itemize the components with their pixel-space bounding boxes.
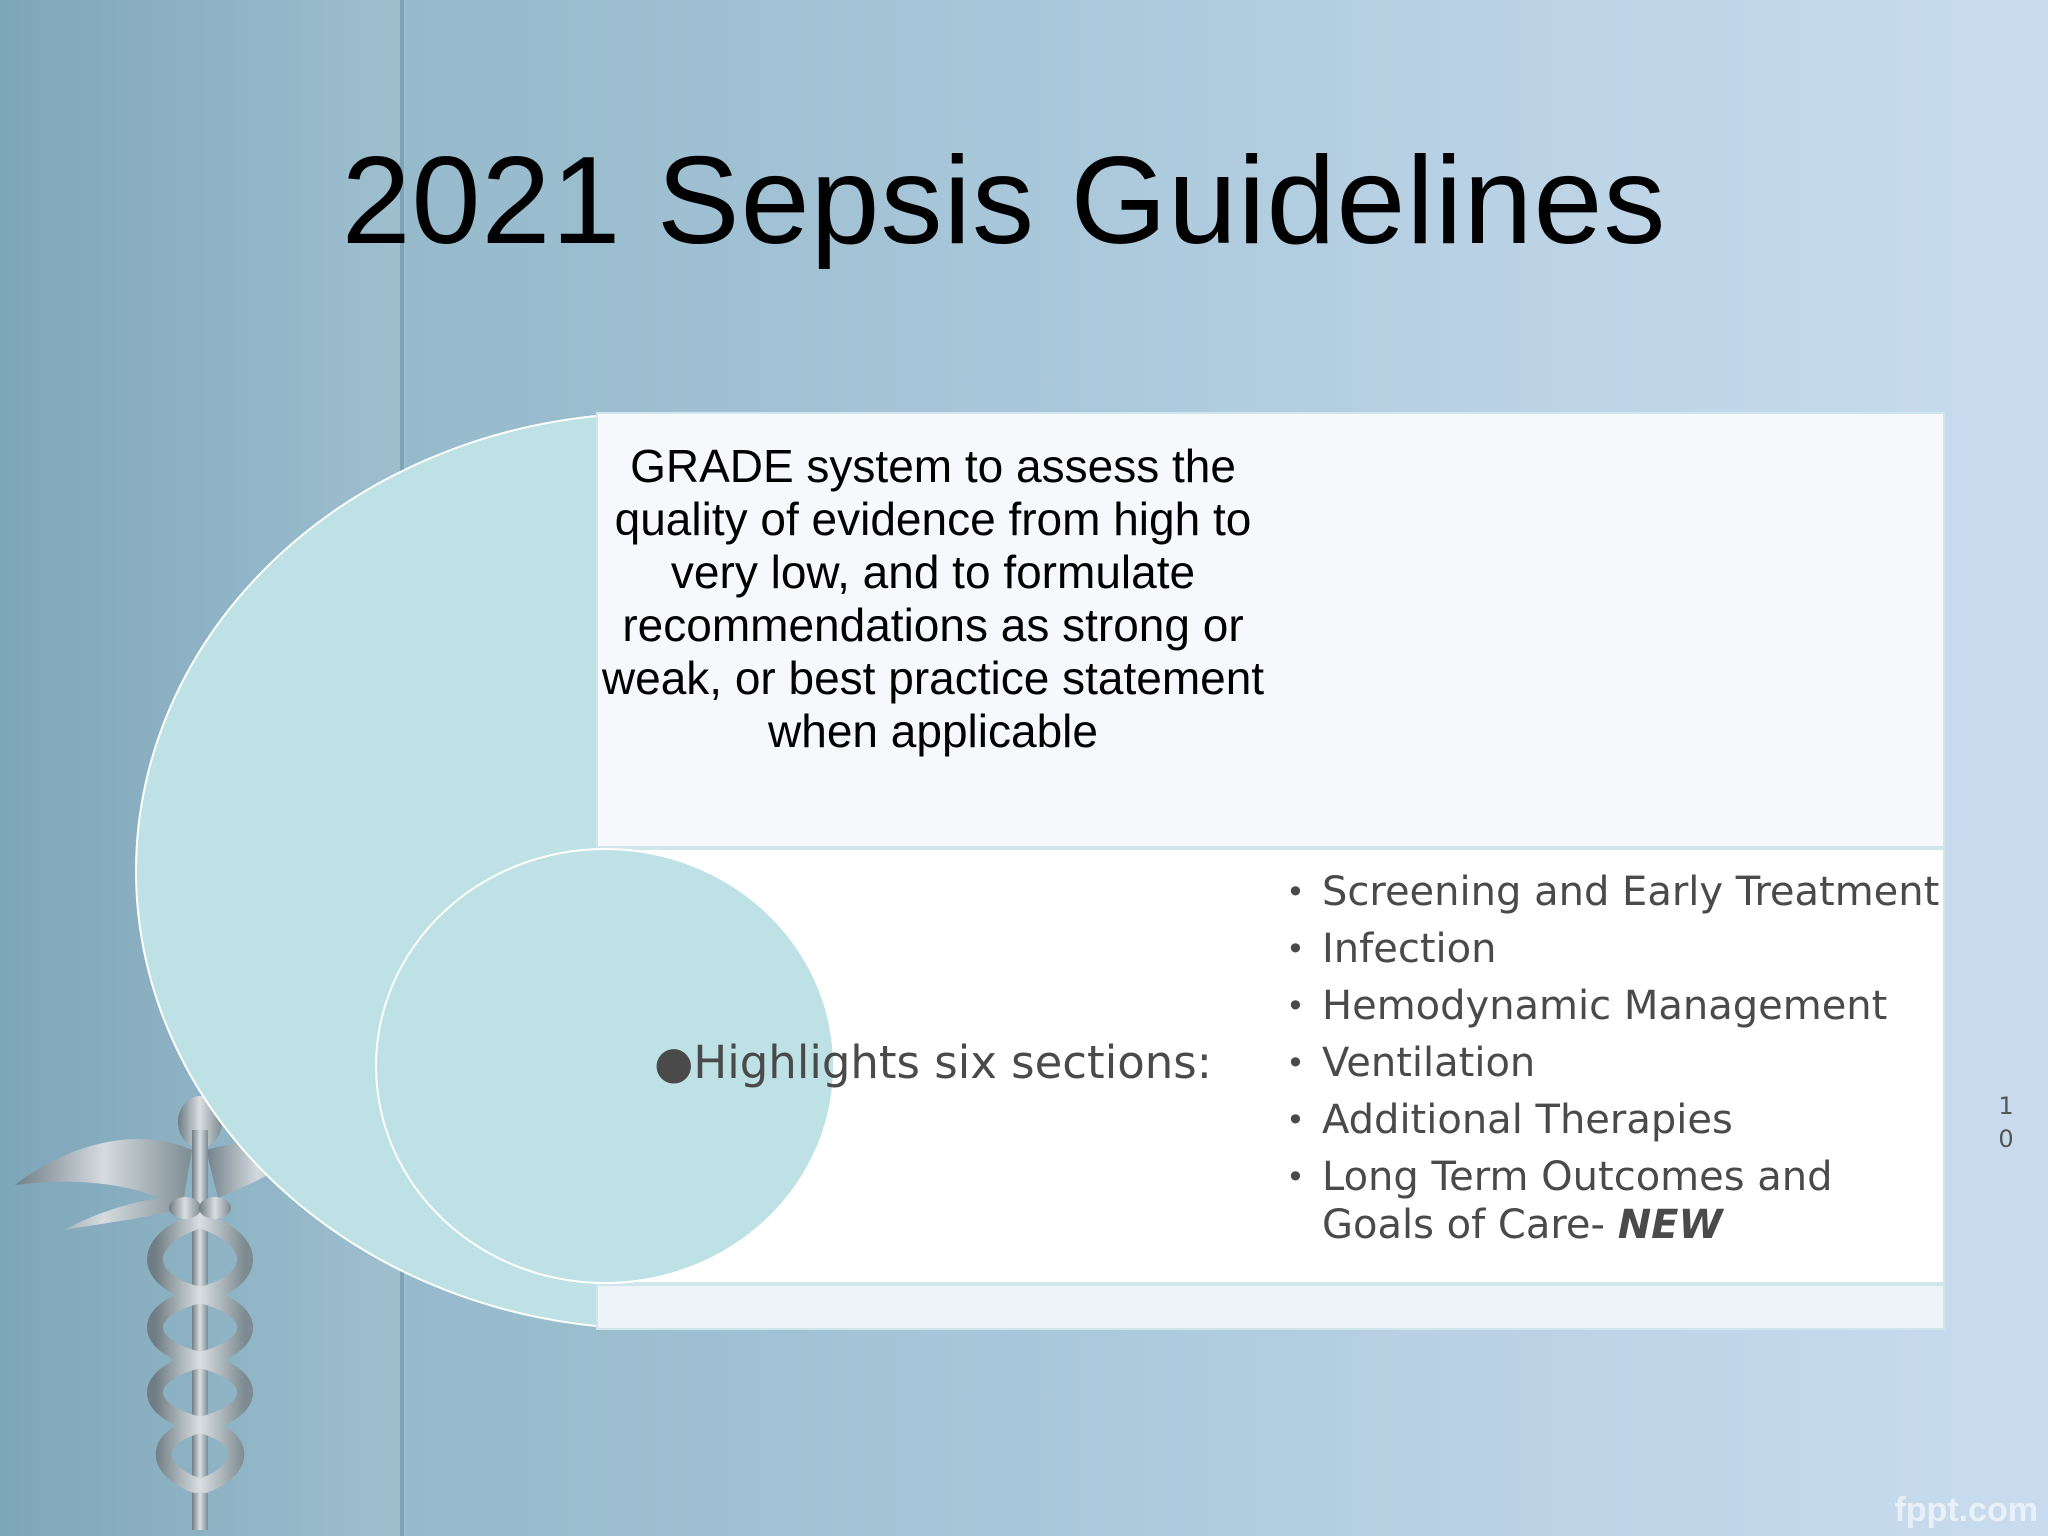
list-item: • Additional Therapies: [1286, 1097, 1733, 1143]
sections-list: [1282, 868, 1942, 1258]
grade-description: GRADE system to assess the quality of evidence from high to very low, and to formulate recommendations as strong or weak, or best practice statement when applicable: [601, 440, 1265, 757]
slide-title: [0, 130, 2048, 272]
section-text: Ventilation: [1322, 1040, 1536, 1086]
page-number-digit: 0: [1998, 1125, 2014, 1153]
section-text: Additional Therapies: [1322, 1097, 1733, 1143]
list-item: • Long Term Outcomes and Goals of Care- NEW: [1286, 1154, 1833, 1248]
section-text: Infection: [1322, 926, 1497, 972]
watermark-logo: fppt.com: [1894, 1491, 2038, 1529]
section-text: Hemodynamic Management: [1322, 983, 1888, 1029]
footer-row: [596, 1284, 1945, 1330]
page-number-digit: 1: [1998, 1092, 2014, 1120]
list-item: • Infection: [1286, 926, 1497, 972]
highlights-label: [600, 1036, 1266, 1089]
list-item: • Hemodynamic Management: [1286, 983, 1888, 1029]
slide-title-text: 2021 Sepsis Guidelines: [341, 132, 1667, 270]
section-text: Screening and Early Treatment: [1322, 869, 1940, 915]
highlights-text: Highlights six sections:: [693, 1036, 1212, 1089]
list-item: • Screening and Early Treatment: [1286, 869, 1940, 915]
list-item: • Ventilation: [1286, 1040, 1536, 1086]
highlights-bullet: ●: [654, 1036, 694, 1089]
page-number: [1994, 1090, 2018, 1156]
new-badge: NEW: [1617, 1202, 1723, 1248]
section-text: Long Term Outcomes and Goals of Care-: [1322, 1154, 1833, 1248]
